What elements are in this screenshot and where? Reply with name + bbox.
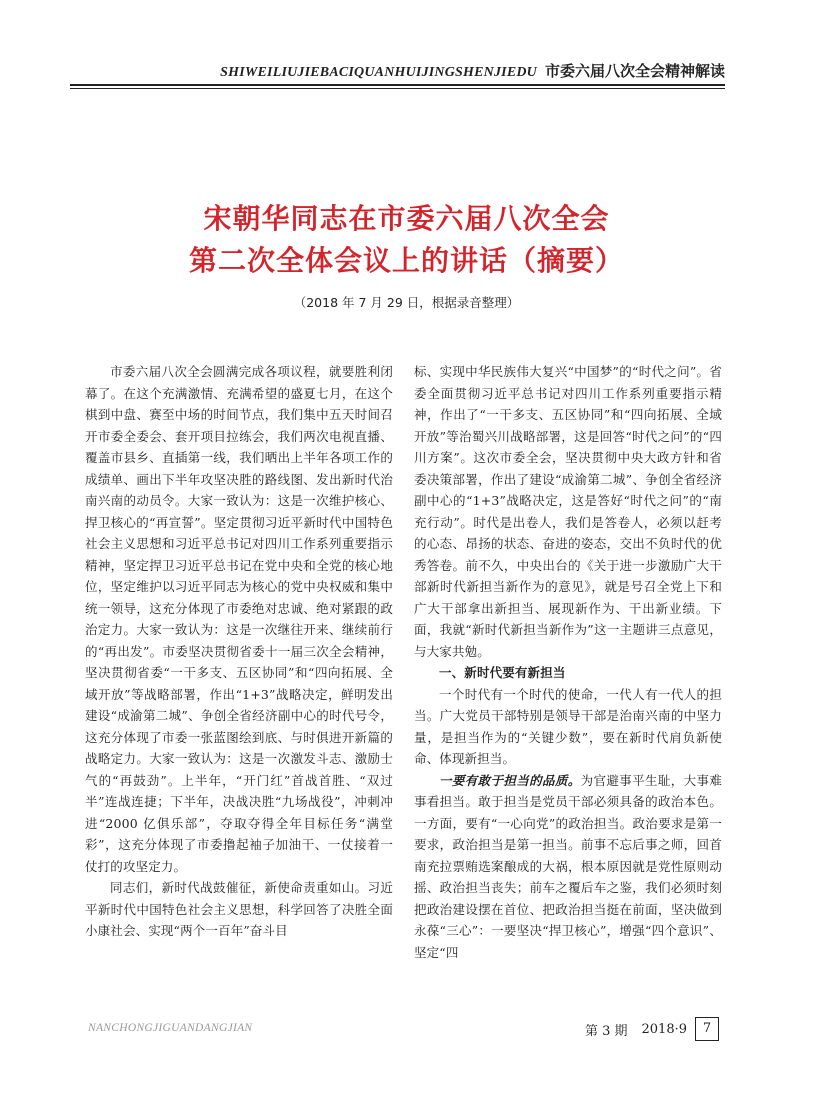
section-heading: 一、新时代要有新担当 [439,665,566,680]
page-number: 7 [695,1017,719,1041]
header-rule [70,84,725,86]
footer-issue: 第 3 期 [584,1023,628,1039]
header-rule-thin [70,88,725,89]
paragraph-continued: 标、实现中华民族伟大复兴“中国梦”的“时代之问”。省委全面贯彻习近平总书记对四川工作系列重要指示精神，作出了“一干多支、五区协同”和“四向拓展、全域开放”等治蜀兴川战略部署，这是回答“时代之问”的“四川方案”。这次市委全会，坚决贯彻中央大政方针和省委决策部署，作出了建设“成渝第二城”、争创全省经济副中心的“1+3”战略决定，这是答好“时代之问”的“南充行动”。时代是出卷人，我们是答卷人，必须以赶考的心态、昂扬的状态、奋进的姿态，交出不负时代的优秀答卷。前不久，中央出台的《关于进一步激励广大干部新时代新担当新作为的意见》，就是号召全党上下和广大干部拿出新担当、展现新作为、干出新业绩。下面，我就“新时代新担当新作为”这一主题讲三点意见，与大家共勉。 [414,364,722,659]
paragraph: 一个时代有一个时代的使命，一代人有一代人的担当。广大党员干部特别是领导干部是治南兴南的中坚力量，是担当作为的“关键少数”，要在新时代肩负新使命、体现新担当。 [414,686,722,766]
footer-journal-name: NANCHONGJIGUANDANGJIAN [88,1022,253,1034]
article-title [60,198,753,282]
article-title-line-1: 宋朝华同志在市委六届八次全会 [203,202,610,235]
running-header [70,60,725,81]
header-chinese-title: 市委六届八次全会精神解读 [544,62,725,80]
left-column [85,361,393,942]
article-subtitle: （2018 年 7 月 29 日，根据录音整理） [293,295,520,310]
paragraph: 市委六届八次全会圆满完成各项议程，就要胜利闭幕了。在这个充满激情、充满希望的盛夏七月，在这个棋到中盘、赛至中场的时间节点，我们集中五天时间召开市委全委会、套开项目拉练会，我们两次电视直播、覆盖市县乡、直插第一线，我们晒出上半年各项工作的成绩单、画出下半年攻坚决胜的路线图、发出新时代治南兴南的动员令。大家一致认为：这是一次维护核心、捍卫核心的“再宣誓”。坚定贯彻习近平新时代中国特色社会主义思想和习近平总书记对四川工作系列重要指示精神，坚定捍卫习近平总书记在党中央和全党的核心地位，坚定维护以习近平同志为核心的党中央权威和集中统一领导，这充分体现了市委绝对忠诚、绝对紧跟的政治定力。大家一致认为：这是一次继往开来、继续前行的“再出发”。市委坚决贯彻省委十一届三次全会精神，坚决贯彻省委“一干多支、五区协同”和“四向拓展、全域开放”等战略部署，作出“1+3”战略决定，鲜明发出建设“成渝第二城”、争创全省经济副中心的时代号令，这充分体现了市委一张蓝图绘到底、与时俱进开新篇的战略定力。大家一致认为：这是一次激发斗志、激励士气的“再鼓劲”。上半年，“开门红”首战首胜、“双过半”连战连捷；下半年，决战决胜“九场战役”，冲刺冲进“2000 亿俱乐部”，夺取夺得全年目标任务“满堂彩”，这充分体现了市委撸起袖子加油干、一仗接着一仗打的攻坚定力。 [85,364,393,874]
paragraph [414,770,722,964]
right-column [414,361,722,963]
paragraph-text: 为官避事平生耻，大事难事看担当。敢于担当是党员干部必须具备的政治本色。一方面，要有“一心向党”的政治担当。政治要求是第一要求，政治担当是第一担当。前事不忘后事之师，回首南充拉票贿选案酿成的大祸，根本原因就是党性原则动摇、政治担当丧失；前车之覆后车之鉴，我们必须时刻把政治建设摆在首位、把政治担当挺在前面，坚决做到永葆“三心”：一要坚决“捍卫核心”，增强“四个意识”、坚定“四 [414,772,722,960]
header-latin-title: SHIWEILIUJIEBACIQUANHUIJINGSHENJIEDU [220,65,537,80]
footer-issue-info [585,1017,719,1041]
emphasis-lead: 一要有敢于担当的品质。 [439,772,581,788]
footer-date: 2018·9 [641,1021,687,1037]
paragraph: 同志们，新时代战鼓催征，新使命责重如山。习近平新时代中国特色社会主义思想，科学回答了决胜全面小康社会、实现“两个一百年”奋斗目 [85,880,393,938]
article-title-line-2: 第二次全体会议上的讲话（摘要） [188,244,624,277]
